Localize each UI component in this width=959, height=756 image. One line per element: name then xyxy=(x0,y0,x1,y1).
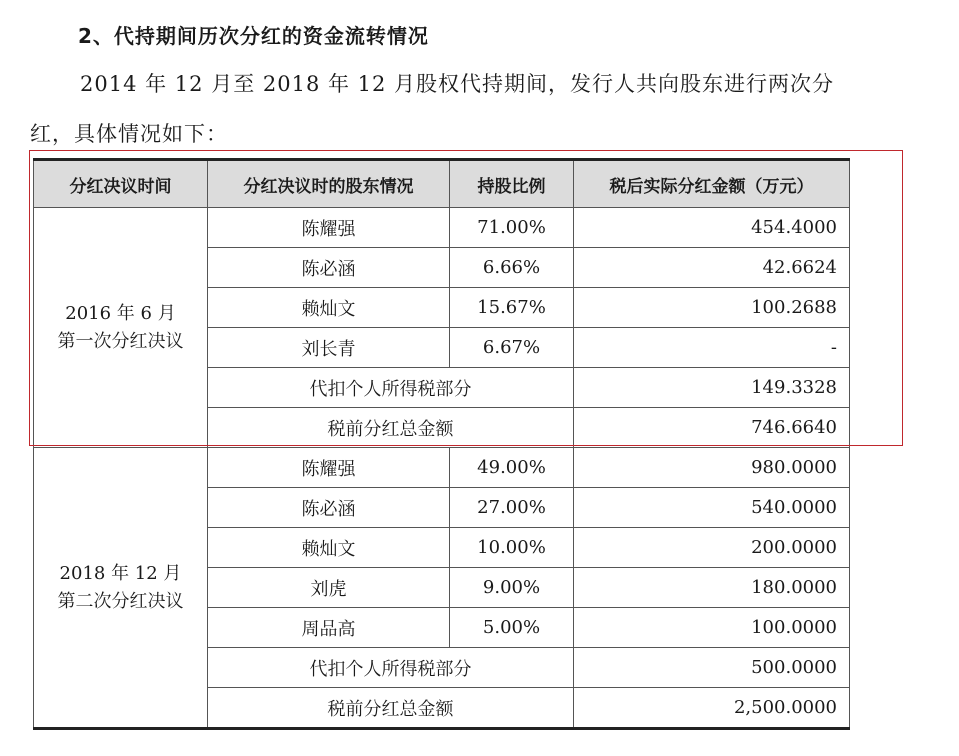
intro-paragraph-line-2: 红，具体情况如下： xyxy=(30,122,228,146)
dividend-amount: 454.4000 xyxy=(574,208,850,248)
share-ratio: 5.00% xyxy=(450,608,574,648)
group-1-title: 第一次分红决议 xyxy=(57,330,184,352)
pretax-total-amount: 2,500.0000 xyxy=(574,688,850,729)
header-resolution-time: 分红决议时间 xyxy=(34,160,208,208)
dividend-amount: 100.2688 xyxy=(574,288,850,328)
pretax-total-amount: 746.6640 xyxy=(574,408,850,448)
dividend-amount: - xyxy=(574,328,850,368)
section-heading: 2、代持期间历次分红的资金流转情况 xyxy=(78,24,429,48)
shareholder-name: 周品高 xyxy=(208,608,450,648)
intro-paragraph-line-1: 2014 年 12 月至 2018 年 12 月股权代持期间，发行人共向股东进行两次分 xyxy=(80,72,835,96)
group-1-date: 2016 年 6 月 xyxy=(65,302,176,324)
dividend-amount: 100.0000 xyxy=(574,608,850,648)
shareholder-name: 陈耀强 xyxy=(208,208,450,248)
shareholder-name: 刘虎 xyxy=(208,568,450,608)
group-2-title: 第二次分红决议 xyxy=(57,590,184,612)
header-after-tax-amount: 税后实际分红金额（万元） xyxy=(574,160,850,208)
shareholder-name: 陈耀强 xyxy=(208,448,450,488)
shareholder-name: 赖灿文 xyxy=(208,288,450,328)
shareholder-name: 刘长青 xyxy=(208,328,450,368)
withheld-tax-amount: 149.3328 xyxy=(574,368,850,408)
share-ratio: 15.67% xyxy=(450,288,574,328)
group-1-resolution-label xyxy=(34,208,208,448)
withheld-tax-label: 代扣个人所得税部分 xyxy=(208,648,574,688)
share-ratio: 6.67% xyxy=(450,328,574,368)
table-row xyxy=(34,448,850,488)
dividend-amount: 540.0000 xyxy=(574,488,850,528)
share-ratio: 71.00% xyxy=(450,208,574,248)
dividend-table xyxy=(33,158,850,730)
withheld-tax-label: 代扣个人所得税部分 xyxy=(208,368,574,408)
share-ratio: 27.00% xyxy=(450,488,574,528)
withheld-tax-amount: 500.0000 xyxy=(574,648,850,688)
share-ratio: 10.00% xyxy=(450,528,574,568)
shareholder-name: 陈必涵 xyxy=(208,248,450,288)
pretax-total-label: 税前分红总金额 xyxy=(208,688,574,729)
shareholder-name: 陈必涵 xyxy=(208,488,450,528)
header-share-ratio: 持股比例 xyxy=(450,160,574,208)
dividend-amount: 180.0000 xyxy=(574,568,850,608)
group-2-resolution-label xyxy=(34,448,208,729)
header-shareholder: 分红决议时的股东情况 xyxy=(208,160,450,208)
share-ratio: 6.66% xyxy=(450,248,574,288)
table-header-row xyxy=(34,160,850,208)
dividend-amount: 980.0000 xyxy=(574,448,850,488)
dividend-amount: 42.6624 xyxy=(574,248,850,288)
pretax-total-label: 税前分红总金额 xyxy=(208,408,574,448)
share-ratio: 9.00% xyxy=(450,568,574,608)
table-row xyxy=(34,208,850,248)
shareholder-name: 赖灿文 xyxy=(208,528,450,568)
group-2-date: 2018 年 12 月 xyxy=(59,562,182,584)
share-ratio: 49.00% xyxy=(450,448,574,488)
dividend-amount: 200.0000 xyxy=(574,528,850,568)
